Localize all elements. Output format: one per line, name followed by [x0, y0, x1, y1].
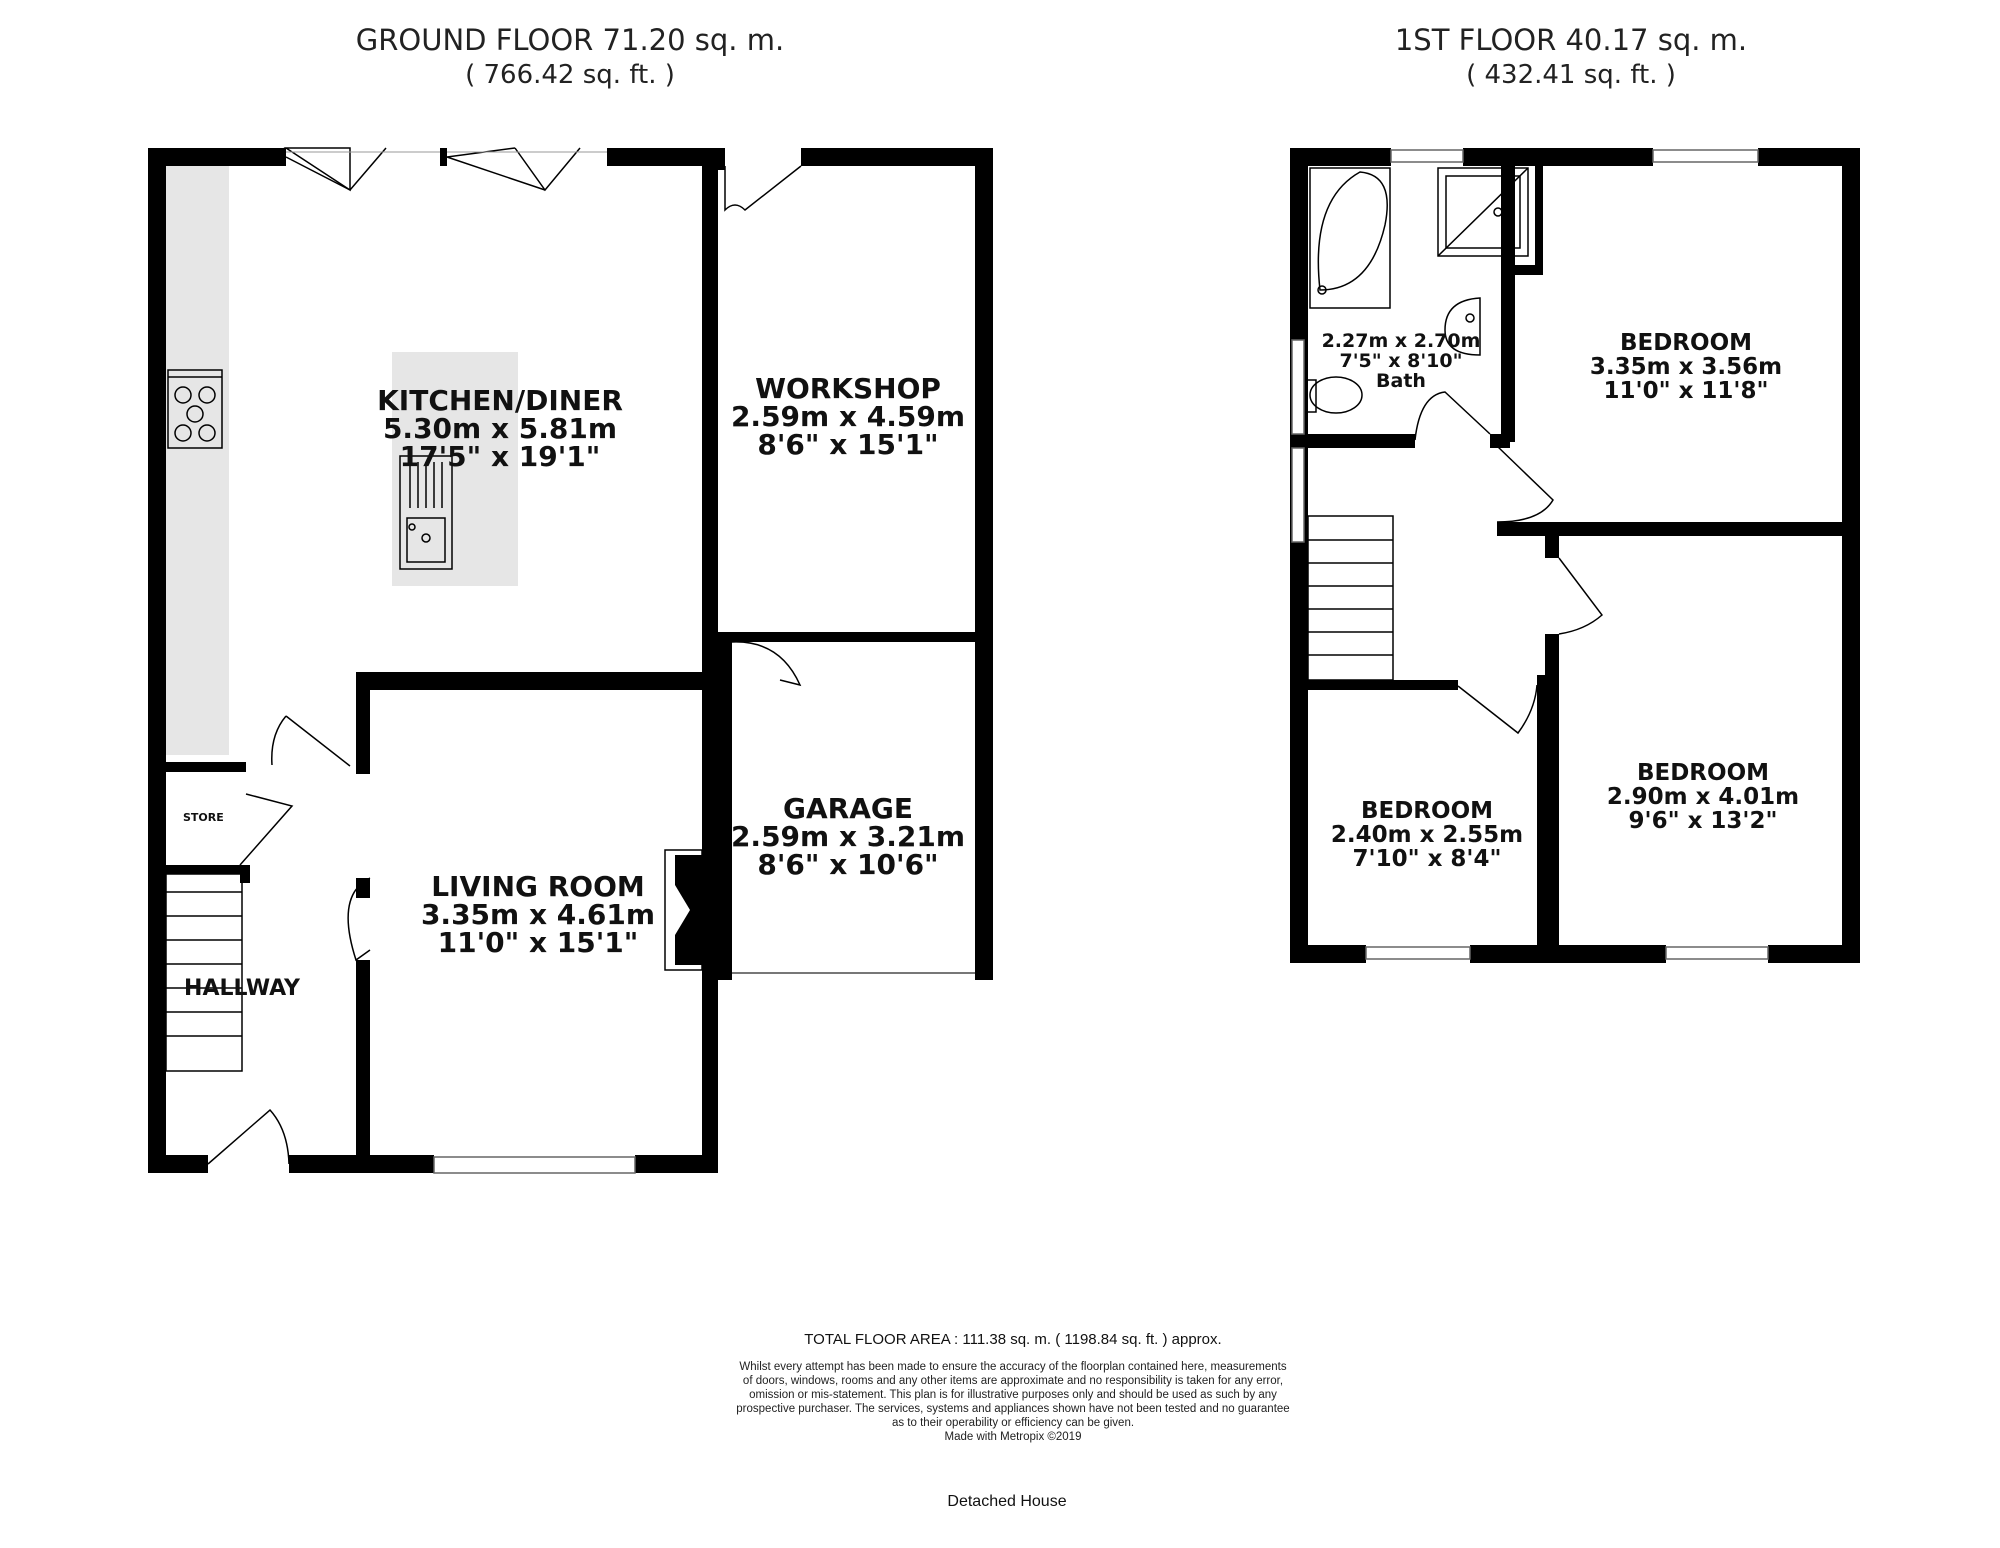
room-label-living-room: LIVING ROOM	[431, 870, 645, 903]
wall	[148, 1155, 208, 1173]
wall	[1515, 265, 1543, 275]
room-dimensions-metric: 2.40m x 2.55m	[1330, 822, 1524, 848]
room-dimensions-imperial: 11'0" x 11'8"	[1603, 378, 1769, 404]
wall	[1535, 160, 1543, 270]
wall	[718, 632, 993, 642]
bedroom-window	[1653, 150, 1758, 162]
wall	[356, 960, 370, 1173]
front-door	[208, 1110, 289, 1164]
wall	[356, 672, 718, 690]
wall	[718, 632, 732, 970]
disclaimer	[736, 1361, 1289, 1443]
bathroom-window	[1391, 150, 1463, 162]
bifold-door	[286, 148, 350, 190]
room-dimensions-imperial: 11'0" x 15'1"	[437, 926, 639, 959]
room-dimensions-metric: 2.59m x 3.21m	[730, 820, 966, 853]
bathroom-door	[1415, 392, 1490, 440]
wall	[356, 672, 370, 774]
wall	[1463, 148, 1653, 166]
room-label-hallway: HALLWAY	[184, 976, 300, 1001]
bedroom-window	[1366, 947, 1470, 959]
room-dimensions-imperial: 17'5" x 19'1"	[399, 440, 601, 473]
bifold-door	[286, 157, 350, 190]
bathtub-icon	[1310, 168, 1390, 308]
wall	[1842, 148, 1860, 963]
wall	[702, 680, 718, 1173]
property-type-caption: Detached House	[947, 1493, 1067, 1510]
wall	[718, 960, 732, 980]
room-dimensions-metric: 3.35m x 4.61m	[420, 898, 656, 931]
garage-door	[732, 642, 800, 685]
bedroom-door	[1458, 685, 1537, 733]
wall	[1537, 675, 1551, 963]
wall	[1768, 945, 1860, 963]
ground-floor-title: GROUND FLOOR 71.20 sq. m.	[355, 23, 785, 57]
room-dimensions-imperial: 9'6" x 13'2"	[1628, 808, 1778, 834]
landing-window	[1292, 448, 1304, 542]
disclaimer-line: prospective purchaser. The services, systems and appliances shown have not been tested and no guarantee	[736, 1403, 1290, 1415]
disclaimer-line: omission or mis-statement. This plan is for illustrative purposes only and should be used as such by any	[749, 1389, 1277, 1401]
bedroom-door	[1497, 446, 1553, 522]
total-floor-area: TOTAL FLOOR AREA : 111.38 sq. m. ( 1198.84 sq. ft. ) approx.	[804, 1331, 1222, 1348]
wall	[148, 865, 250, 874]
room-dimensions-imperial: 7'10" x 8'4"	[1352, 846, 1502, 872]
room-dimensions-metric: 2.90m x 4.01m	[1606, 784, 1800, 810]
room-label-bedroom: BEDROOM	[1360, 798, 1494, 824]
toilet-icon	[1306, 377, 1362, 413]
wall	[148, 148, 286, 166]
disclaimer-line: Whilst every attempt has been made to ensure the accuracy of the floorplan contained here, measurements	[739, 1361, 1287, 1373]
wall	[440, 148, 447, 166]
living-room-window	[434, 1157, 635, 1173]
ground-floor-subtitle: ( 766.42 sq. ft. )	[465, 60, 675, 90]
room-label-garage: GARAGE	[783, 792, 913, 825]
store-door	[240, 794, 292, 865]
wall	[1290, 945, 1366, 963]
wall	[289, 1155, 434, 1173]
kitchen-door	[272, 716, 350, 766]
wall	[702, 148, 718, 698]
wall	[1497, 522, 1860, 536]
first-floor-plan	[1290, 148, 1860, 963]
room-label-workshop: WORKSHOP	[755, 372, 941, 405]
first-floor-subtitle: ( 432.41 sq. ft. )	[1466, 60, 1676, 90]
wall	[1490, 434, 1510, 448]
wall	[1300, 434, 1415, 448]
bedroom-window	[1666, 947, 1768, 959]
wall	[975, 148, 993, 980]
wall	[801, 148, 993, 166]
kitchen-worktop	[165, 165, 229, 755]
room-label-store: STORE	[183, 811, 224, 824]
room-dimensions-imperial: 8'6" x 15'1"	[757, 428, 939, 461]
first-floor-title: 1ST FLOOR 40.17 sq. m.	[1394, 23, 1748, 57]
wall	[1501, 166, 1515, 442]
wall	[1308, 680, 1458, 690]
bedroom-door	[1559, 558, 1602, 634]
disclaimer-line: Made with Metropix ©2019	[944, 1431, 1082, 1443]
fireplace-icon	[665, 850, 702, 970]
wall	[1290, 438, 1308, 448]
room-dimensions-imperial: 7'5" x 8'10"	[1339, 350, 1463, 372]
room-dimensions-metric: 2.27m x 2.70m	[1321, 330, 1481, 352]
room-dimensions-metric: 2.59m x 4.59m	[730, 400, 966, 433]
wall	[148, 148, 166, 1173]
room-label-kitchen-diner: KITCHEN/DINER	[377, 384, 623, 417]
room-label-bath: Bath	[1376, 370, 1426, 392]
wall	[1545, 536, 1559, 558]
room-dimensions-metric: 5.30m x 5.81m	[382, 412, 618, 445]
wall	[635, 1155, 718, 1173]
wall	[1290, 148, 1391, 166]
wall	[1290, 148, 1308, 963]
room-dimensions-imperial: 8'6" x 10'6"	[757, 848, 939, 881]
disclaimer-line: as to their operability or efficiency can be given.	[891, 1417, 1135, 1429]
bathroom-side-window	[1292, 340, 1304, 434]
ground-floor-plan	[148, 148, 993, 1173]
room-dimensions-metric: 3.35m x 3.56m	[1589, 354, 1783, 380]
room-label-bedroom: BEDROOM	[1636, 760, 1770, 786]
hall-stairs	[166, 874, 242, 1071]
wall	[718, 148, 725, 170]
disclaimer-line: of doors, windows, rooms and any other items are approximate and no responsibility is taken for any error,	[742, 1375, 1284, 1387]
wall	[1470, 945, 1666, 963]
landing-stairs	[1308, 516, 1393, 680]
bifold-door	[350, 148, 386, 190]
room-label-bedroom: BEDROOM	[1619, 330, 1753, 356]
wall	[148, 762, 246, 772]
workshop-door	[725, 166, 801, 210]
